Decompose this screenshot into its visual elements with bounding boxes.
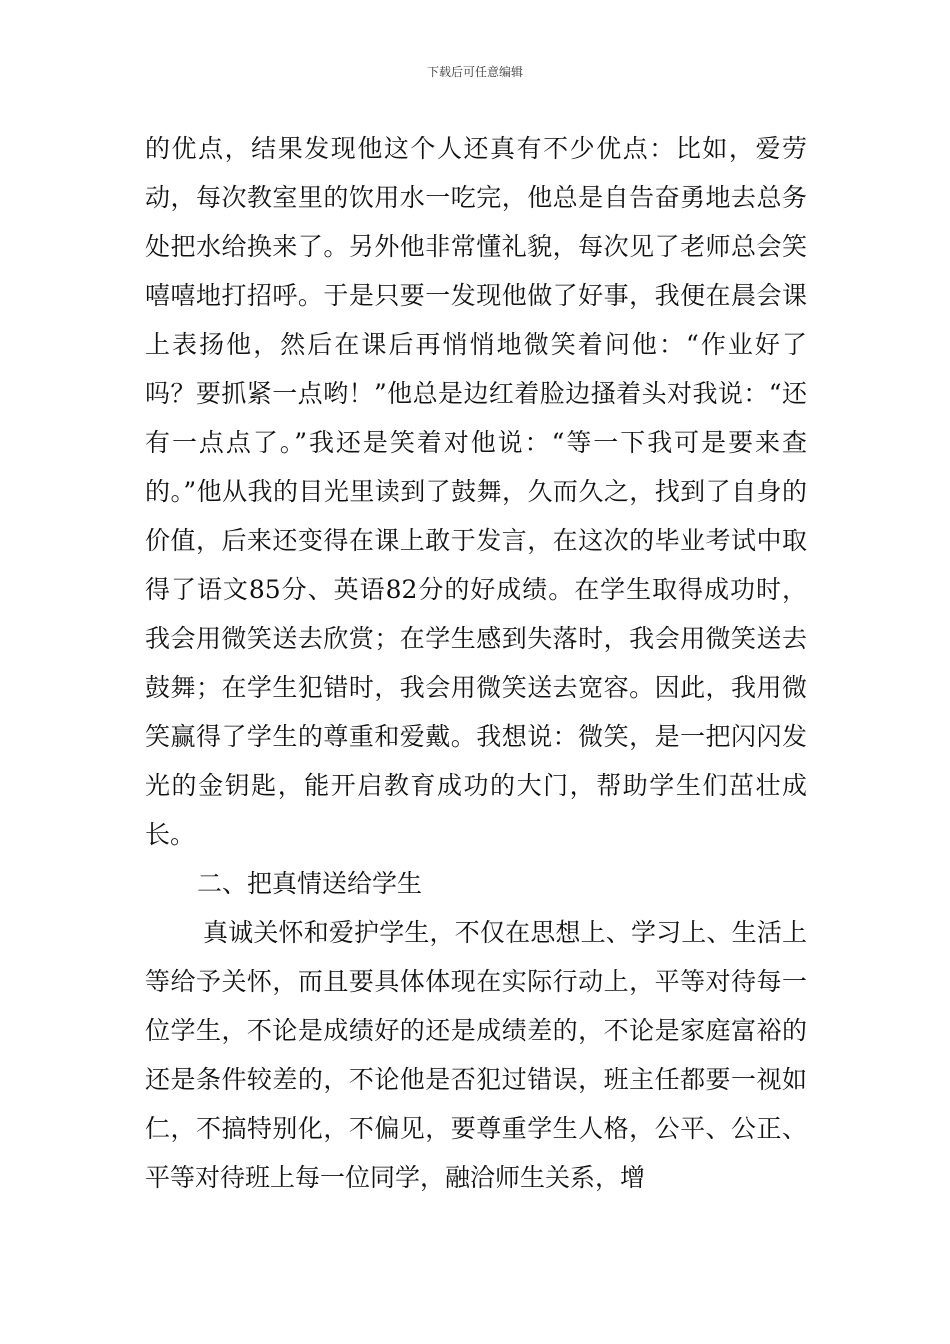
paragraph-sincere-care: 真诚关怀和爱护学生，不仅在思想上、学习上、生活上等给予关怀，而且要具体体现在实际行动上，平等对待每一位学生，不论是成绩好的还是成绩差的，不论是家庭富裕的还是条件较差的，不论他是否犯过错误，班主任都要一视如仁，不搞特别化，不偏见，要尊重学生人格，公平、公正、平等对待班上每一位同学，融洽师生关系，增 [145,918,807,1192]
paragraph-smile-story: 的优点，结果发现他这个人还真有不少优点：比如，爱劳动，每次教室里的饮用水一吃完，他总是自告奋勇地去总务处把水给换来了。另外他非常懂礼貌，每次见了老师总会笑嘻嘻地打招呼。于是只要一发现他做了好事，我便在晨会课上表扬他，然后在课后再悄悄地微笑着问他：“作业好了吗？要抓紧一点哟！”他总是边红着脸边搔着头对我说：“还有一点点了。”我还是笑着对他说：“等一下我可是要来查的。”他从我的目光里读到了鼓舞，久而久之，找到了自身的价值，后来还变得在课上敢于发言，在这次的毕业考试中取得了语文85分、英语82分的好成绩。在学生取得成功时，我会用微笑送去欣赏；在学生感到失落时，我会用微笑送去鼓舞；在学生犯错时，我会用微笑送去宽容。因此，我用微笑赢得了学生的尊重和爱戴。我想说：微笑，是一把闪闪发光的金钥匙，能开启教育成功的大门，帮助学生们茁壮成长。 [145,134,807,849]
page-header: 下载后可任意编辑 [426,65,523,79]
section-heading: 二、把真情送给学生 [197,869,423,898]
document-body [145,124,807,1202]
